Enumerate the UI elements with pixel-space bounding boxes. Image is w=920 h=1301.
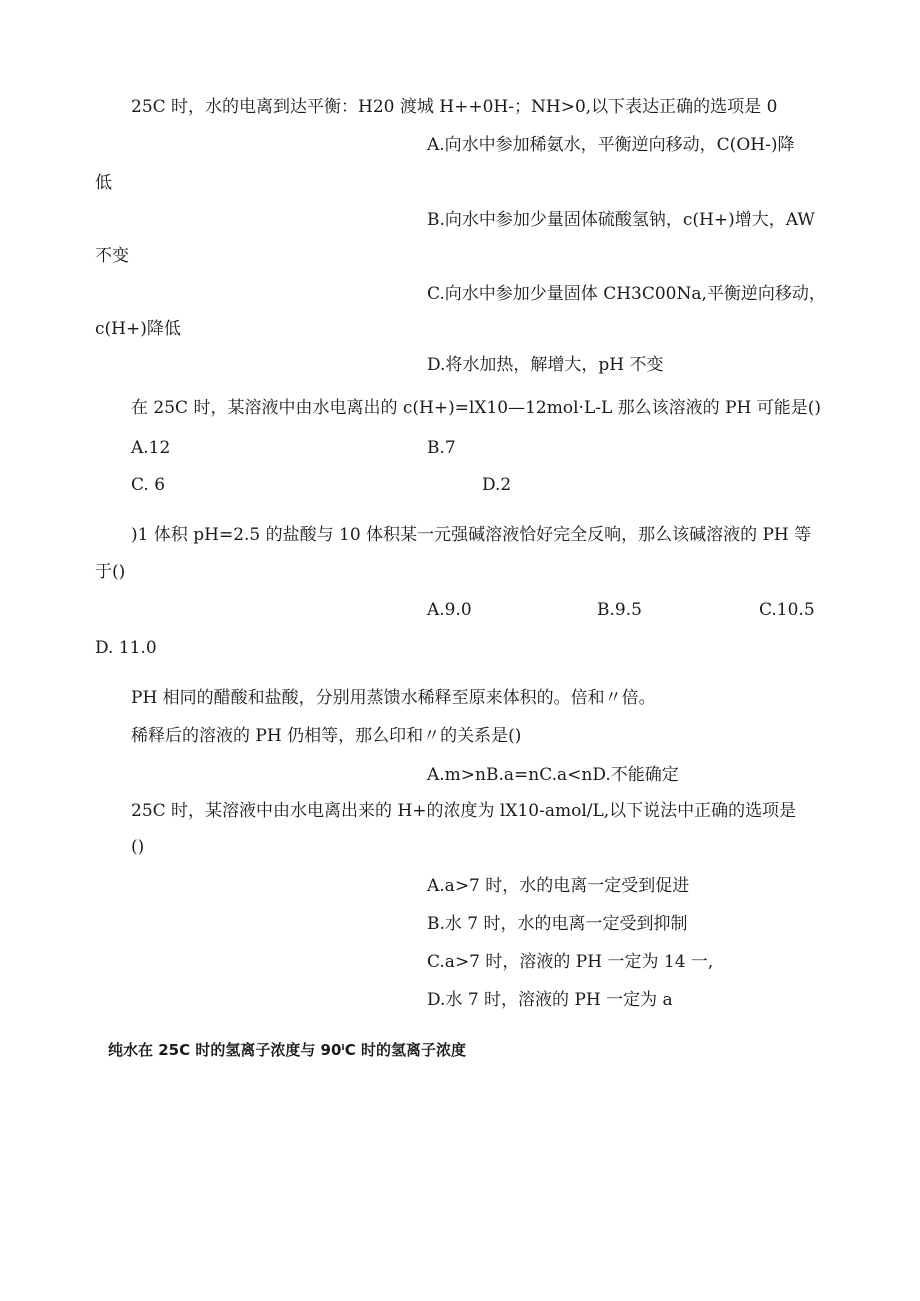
q3-stem-line2: 于() bbox=[95, 562, 126, 582]
q5-option-b: B.水 7 时，水的电离一定受到抑制 bbox=[427, 914, 688, 934]
q1-stem: 25C 时，水的电离到达平衡：H20 渡城 H++0H-；NH>0,以下表达正确的选项是 0 bbox=[131, 97, 778, 117]
q3-option-a: A.9.0 bbox=[427, 600, 472, 620]
q4-options: A.m>nB.a=nC.a<nD.不能确定 bbox=[427, 765, 679, 785]
q1-option-a-line1: A.向水中参加稀氨水，平衡逆向移动，C(OH-)降 bbox=[427, 135, 795, 155]
q1-option-c-line2: c(H+)降低 bbox=[95, 319, 181, 339]
q2-stem: 在 25C 时，某溶液中由水电离出的 c(H+)=lX10—12mol·L-L 那么该溶液的 PH 可能是() bbox=[131, 398, 822, 418]
q2-option-c: C. 6 bbox=[131, 475, 166, 495]
q6-stem: 纯水在 25C 时的氢离子浓度与 90ⁱC 时的氢离子浓度 bbox=[108, 1041, 466, 1059]
q3-option-b: B.9.5 bbox=[597, 600, 642, 620]
q1-option-a-line2: 低 bbox=[95, 173, 112, 193]
q2-option-d: D.2 bbox=[482, 475, 512, 495]
q5-option-c: C.a>7 时，溶液的 PH 一定为 14 一, bbox=[427, 952, 714, 972]
q4-stem-line2: 稀释后的溶液的 PH 仍相等，那么印和〃的关系是() bbox=[131, 726, 522, 746]
q3-option-c: C.10.5 bbox=[759, 600, 815, 620]
q4-stem-line1: PH 相同的醋酸和盐酸，分别用蒸馈水稀释至原来体积的。倍和〃倍。 bbox=[131, 688, 656, 708]
q5-stem-line1: 25C 时，某溶液中由水电离出来的 H+的浓度为 lX10-amol/L,以下说法中正确的选项是 bbox=[131, 801, 797, 821]
q1-option-b-line1: B.向水中参加少量固体硫酸氢钠，c(H+)增大，AW bbox=[427, 210, 815, 230]
q5-option-d: D.水 7 时，溶液的 PH 一定为 a bbox=[427, 990, 673, 1010]
q3-option-d: D. 11.0 bbox=[95, 638, 157, 658]
q5-stem-line2: () bbox=[131, 837, 145, 857]
q2-option-a: A.12 bbox=[131, 438, 171, 458]
q5-option-a: A.a>7 时，水的电离一定受到促进 bbox=[427, 876, 690, 896]
q1-option-b-line2: 不变 bbox=[95, 246, 129, 266]
q3-stem-line1: )1 体积 pH=2.5 的盐酸与 10 体积某一元强碱溶液恰好完全反响，那么该碱溶液的 PH 等 bbox=[131, 525, 812, 545]
q1-option-d: D.将水加热，解增大，pH 不变 bbox=[427, 355, 664, 375]
q2-option-b: B.7 bbox=[427, 438, 456, 458]
q1-option-c-line1: C.向水中参加少量固体 CH3C00Na,平衡逆向移动， bbox=[427, 284, 826, 304]
